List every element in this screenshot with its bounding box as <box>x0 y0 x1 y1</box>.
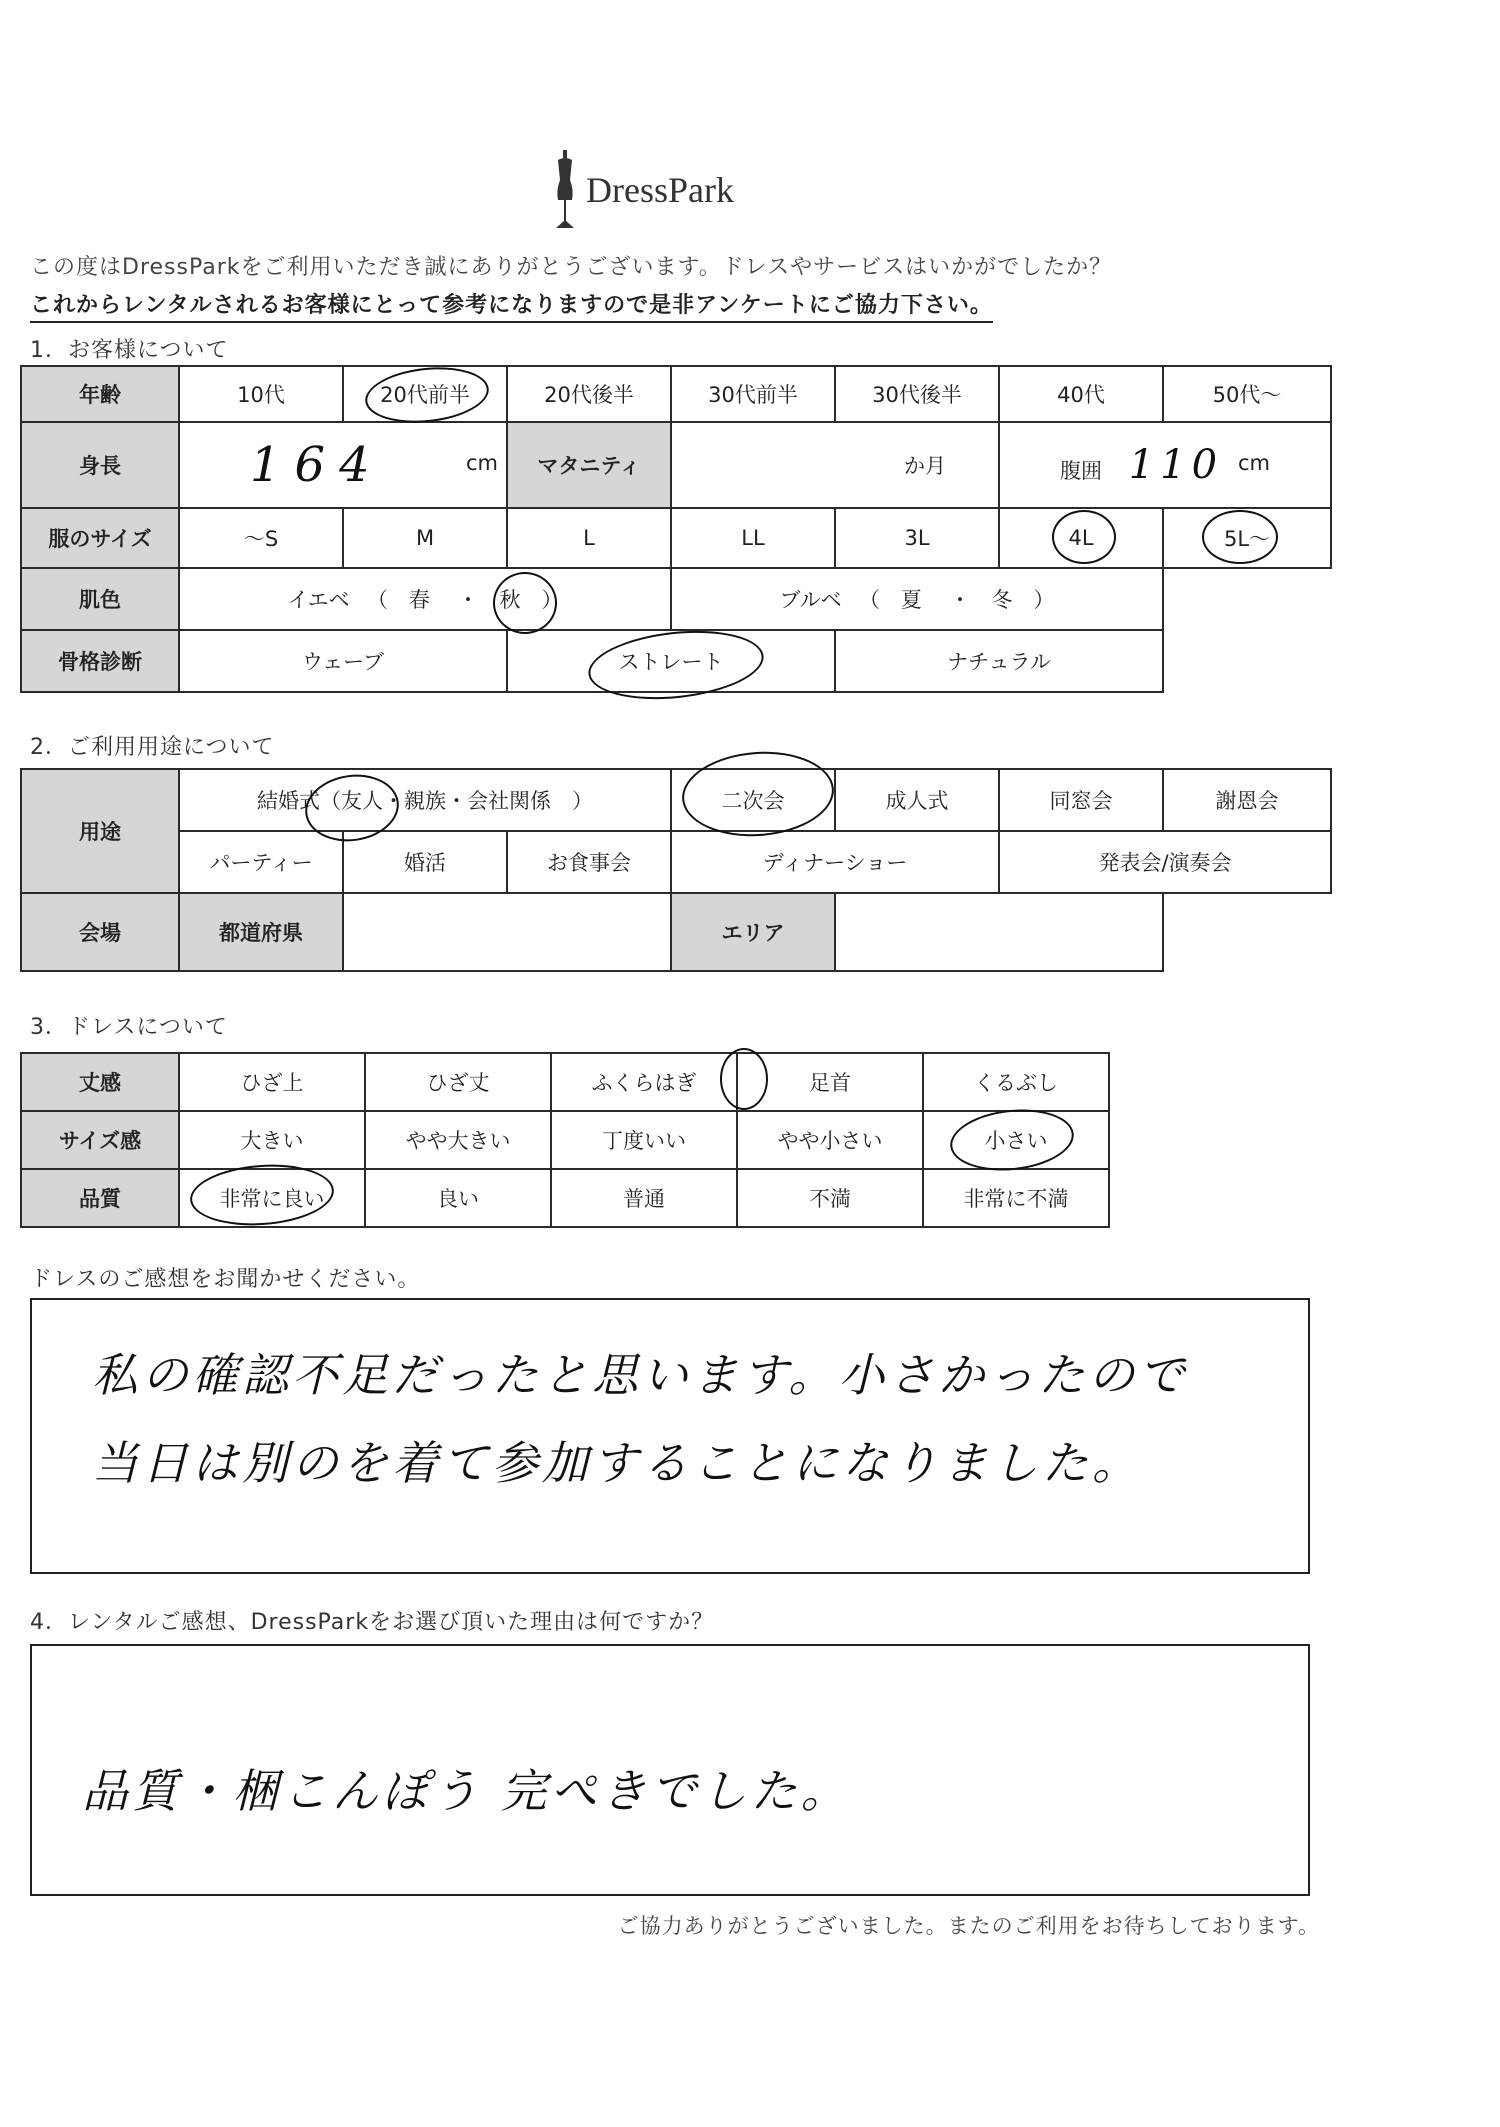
length-option[interactable]: ひざ丈 <box>365 1053 551 1111</box>
skin-yellow-option[interactable]: イエベ （ 春 ・ 秋 ） <box>179 568 671 630</box>
brand-name: DressPark <box>586 170 734 210</box>
dress-comment-prompt: ドレスのご感想をお聞かせください。 <box>30 1267 421 1292</box>
age-label: 年齢 <box>21 366 179 422</box>
section3-title: 3．ドレスについて <box>30 1015 228 1040</box>
skin-yellow: イエベ <box>287 588 350 612</box>
quality-option-selected[interactable]: 非常に良い <box>179 1169 365 1227</box>
section1-title: 1．お客様について <box>30 338 229 363</box>
venue-label: 会場 <box>21 893 179 971</box>
fit-option[interactable]: 丁度いい <box>551 1111 737 1169</box>
area-label: エリア <box>671 893 835 971</box>
frame-label: 骨格診断 <box>21 630 179 692</box>
size-option[interactable]: ～S <box>179 508 343 568</box>
section4-title: 4．レンタルご感想、DressParkをお選び頂いた理由は何ですか？ <box>30 1610 715 1635</box>
age-option[interactable]: 30代前半 <box>671 366 835 422</box>
age-option-selected[interactable]: 20代前半 <box>343 366 507 422</box>
dress-form-icon <box>550 150 580 230</box>
age-option[interactable]: 30代後半 <box>835 366 999 422</box>
dress-comment-box[interactable] <box>30 1298 1310 1574</box>
length-option[interactable]: 足首 <box>737 1053 923 1111</box>
intro-line2: これからレンタルされるお客様にとって参考になりますので是非アンケートにご協力下さい。 <box>30 288 993 323</box>
size-option[interactable]: M <box>343 508 507 568</box>
size-option-selected[interactable]: 4L <box>999 508 1163 568</box>
quality-option[interactable]: 普通 <box>551 1169 737 1227</box>
prefecture-label: 都道府県 <box>179 893 343 971</box>
length-option[interactable]: ふくらはぎ <box>551 1053 737 1111</box>
dress-comment-line2: 当日は別のを着て参加することになりました。 <box>92 1436 1142 1490</box>
age-option[interactable]: 10代 <box>179 366 343 422</box>
section2-title: 2．ご利用用途について <box>30 735 275 760</box>
usage-option[interactable]: パーティー <box>179 831 343 893</box>
usage-option[interactable]: 成人式 <box>835 769 999 831</box>
size-option[interactable]: LL <box>671 508 835 568</box>
brand-logo <box>550 150 734 230</box>
maternity-field[interactable] <box>671 422 999 508</box>
dress-table <box>20 1052 1110 1228</box>
size-option[interactable]: L <box>507 508 671 568</box>
usage-option[interactable]: 謝恩会 <box>1163 769 1331 831</box>
quality-option[interactable]: 不満 <box>737 1169 923 1227</box>
usage-option[interactable]: 婚活 <box>343 831 507 893</box>
customer-table <box>20 365 1332 693</box>
maternity-label: マタニティ <box>507 422 671 508</box>
usage-label: 用途 <box>21 769 179 893</box>
fit-option[interactable]: 大きい <box>179 1111 365 1169</box>
footer-thanks: ご協力ありがとうございました。またのご利用をお待ちしております。 <box>617 1914 1320 1938</box>
maternity-unit: か月 <box>904 454 946 478</box>
length-option[interactable]: くるぶし <box>923 1053 1109 1111</box>
age-option[interactable]: 50代～ <box>1163 366 1331 422</box>
frame-option-selected[interactable]: ストレート <box>507 630 835 692</box>
usage-table <box>20 768 1332 972</box>
usage-option-selected[interactable]: 二次会 <box>671 769 835 831</box>
section4-answer-box[interactable] <box>30 1644 1310 1896</box>
usage-wedding[interactable]: 結婚式（友人・親族・会社関係 ） <box>179 769 671 831</box>
prefecture-field[interactable] <box>343 893 671 971</box>
intro-line1: この度はDressParkをご利用いただき誠にありがとうございます。ドレスやサービスはいかがでしたか？ <box>30 255 1113 280</box>
skin-winter: 冬 <box>991 588 1013 612</box>
height-value: 164 <box>250 437 384 493</box>
waist-unit: cm <box>1237 451 1270 475</box>
age-option[interactable]: 40代 <box>999 366 1163 422</box>
usage-option[interactable]: 発表会/演奏会 <box>999 831 1331 893</box>
skin-blue-option[interactable]: ブルベ （ 夏 ・ 冬 ） <box>671 568 1163 630</box>
usage-wedding-friend: 友人 <box>341 789 384 813</box>
dress-comment-line1: 私の確認不足だったと思います。小さかったので <box>92 1348 1189 1402</box>
fit-label: サイズ感 <box>21 1111 179 1169</box>
skin-blue: ブルベ <box>779 588 842 612</box>
waist-label: 腹囲 <box>1060 459 1102 483</box>
height-label: 身長 <box>21 422 179 508</box>
frame-option[interactable]: ナチュラル <box>835 630 1163 692</box>
fit-option[interactable]: やや小さい <box>737 1111 923 1169</box>
quality-option[interactable]: 非常に不満 <box>923 1169 1109 1227</box>
usage-option[interactable]: ディナーショー <box>671 831 999 893</box>
frame-option[interactable]: ウェーブ <box>179 630 507 692</box>
fit-option[interactable]: やや大きい <box>365 1111 551 1169</box>
skin-label: 肌色 <box>21 568 179 630</box>
length-label: 丈感 <box>21 1053 179 1111</box>
quality-option[interactable]: 良い <box>365 1169 551 1227</box>
usage-option[interactable]: お食事会 <box>507 831 671 893</box>
waist-value: 110 <box>1128 442 1224 488</box>
waist-field[interactable] <box>999 422 1331 508</box>
height-field[interactable] <box>179 422 507 508</box>
area-field[interactable] <box>835 893 1163 971</box>
length-option[interactable]: ひざ上 <box>179 1053 365 1111</box>
skin-spring: 春 <box>408 588 430 612</box>
usage-option[interactable]: 同窓会 <box>999 769 1163 831</box>
size-label: 服のサイズ <box>21 508 179 568</box>
height-unit: cm <box>465 451 498 475</box>
skin-summer: 夏 <box>900 588 922 612</box>
size-option-selected[interactable]: 5L～ <box>1163 508 1331 568</box>
quality-label: 品質 <box>21 1169 179 1227</box>
size-option[interactable]: 3L <box>835 508 999 568</box>
skin-autumn: 秋 <box>499 588 521 612</box>
age-option[interactable]: 20代後半 <box>507 366 671 422</box>
section4-answer: 品質・梱こんぽう 完ぺきでした。 <box>82 1764 851 1818</box>
fit-option-selected[interactable]: 小さい <box>923 1111 1109 1169</box>
